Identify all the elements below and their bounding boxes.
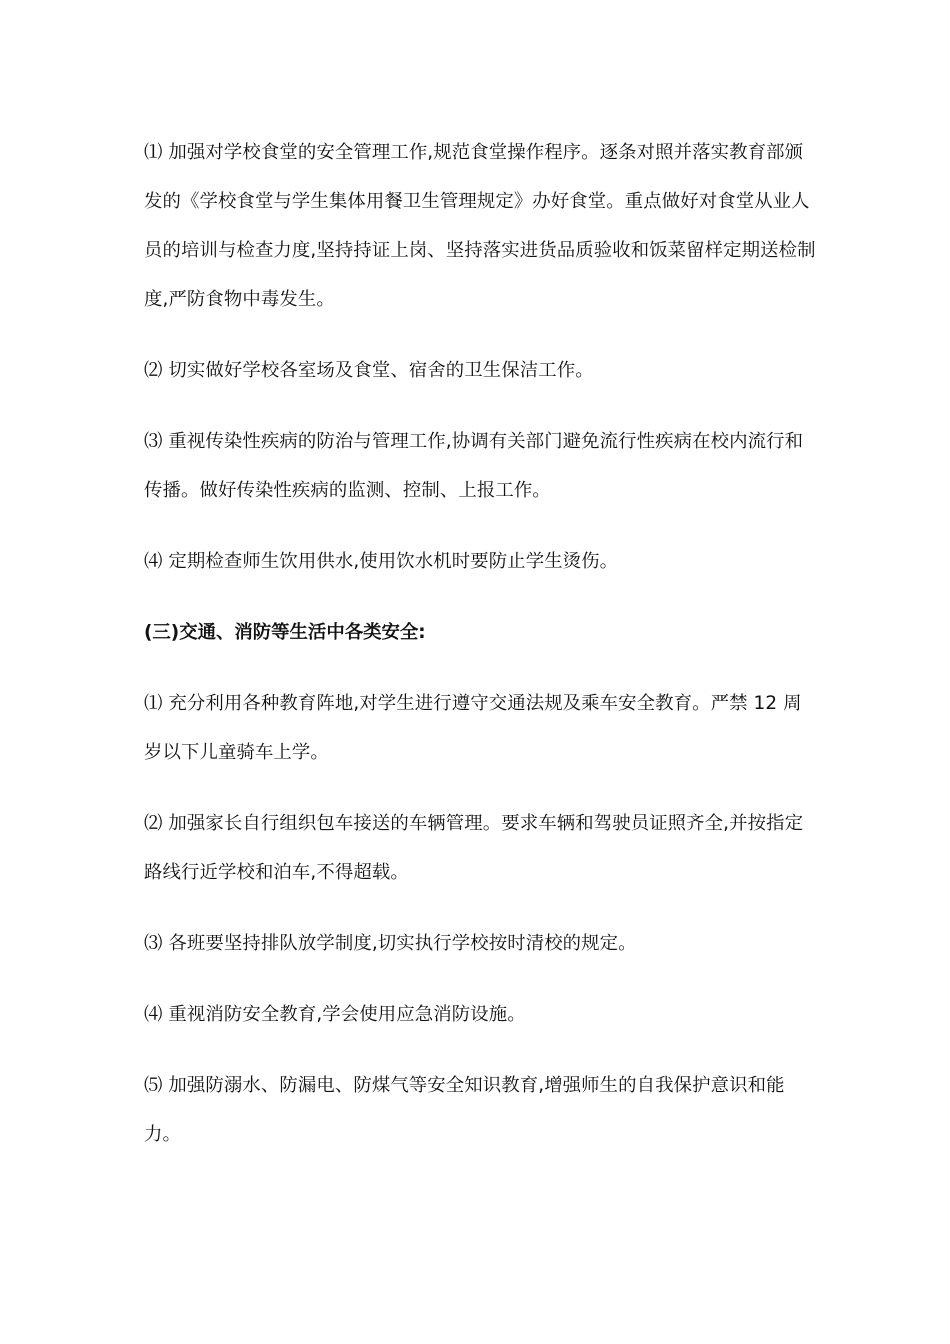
paragraph-dismissal-queue: ⑶ 各班要坚持排队放学制度,切实执行学校按时清校的规定。	[144, 933, 637, 954]
paragraph-hygiene-cleaning: ⑵ 切实做好学校各室场及食堂、宿舍的卫生保洁工作。	[144, 360, 594, 381]
section-heading-traffic-fire: (三)交通、消防等生活中各类安全:	[144, 622, 426, 643]
paragraph-drinking-water: ⑷ 定期检查师生饮用供水,使用饮水机时要防止学生烫伤。	[144, 551, 619, 572]
paragraph-vehicle-management: ⑵ 加强家长自行组织包车接送的车辆管理。要求车辆和驾驶员证照齐全,并按指定路线行近学校和泊车,不得超载。	[144, 813, 804, 883]
paragraph-self-protection: ⑸ 加强防溺水、防漏电、防煤气等安全知识教育,增强师生的自我保护意识和能力。	[144, 1075, 785, 1145]
paragraph-infectious-disease: ⑶ 重视传染性疾病的防治与管理工作,协调有关部门避免流行性疾病在校内流行和传播。做好传染性疾病的监测、控制、上报工作。	[144, 431, 804, 501]
paragraph-traffic-education: ⑴ 充分利用各种教育阵地,对学生进行遵守交通法规及乘车安全教育。严禁 12 周岁以下儿童骑车上学。	[144, 693, 802, 763]
paragraph-fire-safety: ⑷ 重视消防安全教育,学会使用应急消防设施。	[144, 1004, 526, 1025]
document-body	[144, 128, 816, 1159]
paragraph-canteen-safety: ⑴ 加强对学校食堂的安全管理工作,规范食堂操作程序。逐条对照并落实教育部颁发的《学校食堂与学生集体用餐卫生管理规定》办好食堂。重点做好对食堂从业人员的培训与检查力度,坚持持证上岗、坚持落实进货品质验收和饭菜留样定期送检制度,严防食物中毒发生。	[144, 142, 816, 310]
